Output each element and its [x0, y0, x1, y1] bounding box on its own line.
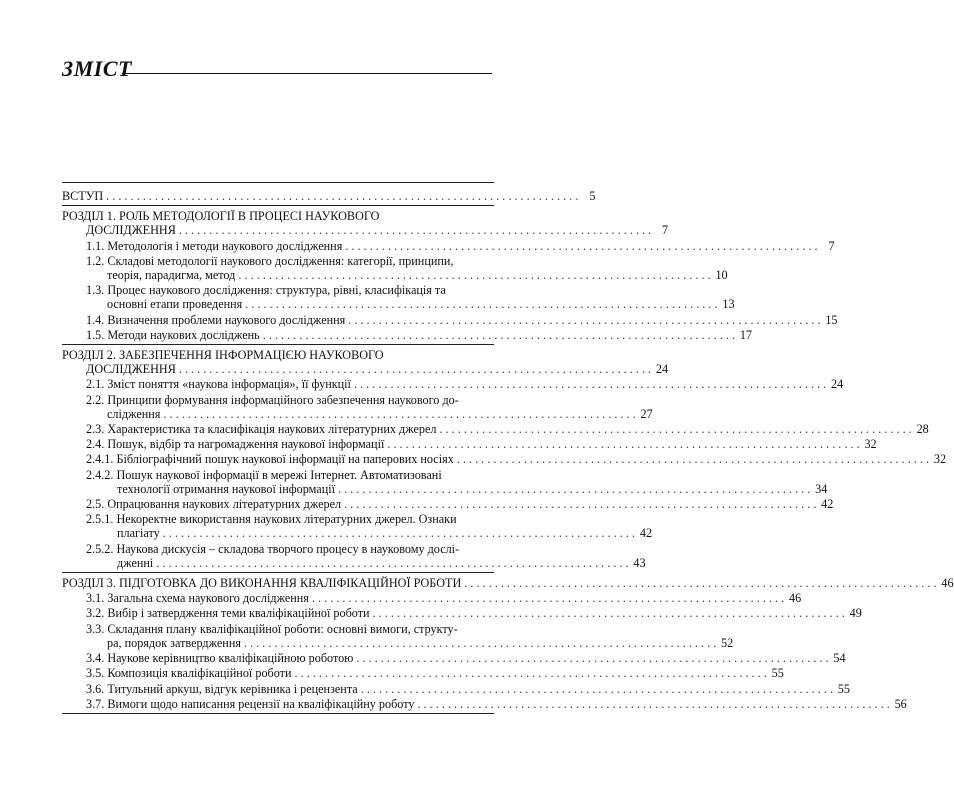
toc-entry[interactable]	[62, 327, 753, 342]
dot-leader	[457, 452, 929, 466]
toc-entry-text: РОЗДІЛ 3. ПІДГОТОВКА ДО ВИКОНАННЯ КВАЛІФІКАЦІЙНОЇ РОБОТИ	[62, 576, 462, 591]
toc-page-number: 24	[831, 377, 844, 392]
toc-entry-text: слідження	[107, 406, 161, 421]
toc-entry-text: РОЗДІЛ 2. ЗАБЕЗПЕЧЕННЯ ІНФОРМАЦІЄЮ НАУКОВОГО	[62, 348, 384, 363]
dot-leader	[439, 422, 911, 436]
toc-entry-text: 2.5.2. Наукова дискусія – складова творчого процесу в науковому дослі-	[86, 541, 460, 556]
dot-leader	[354, 377, 826, 391]
toc-section	[62, 576, 954, 714]
toc-entry-text: 2.4. Пошук, відбір та нагромадження наукової інформації	[86, 437, 385, 452]
toc-page-number: 15	[825, 312, 838, 327]
toc-page-number: 34	[815, 481, 828, 496]
table-of-contents	[62, 186, 954, 717]
toc-entry-text: основні етапи проведення	[107, 297, 243, 312]
toc-page-number: 27	[640, 406, 653, 421]
page-heading: ЗМІСТ	[62, 56, 132, 81]
toc-entry-text: 3.6. Титульний аркуш, відгук керівника і рецензента	[86, 681, 358, 696]
dot-leader	[312, 591, 784, 605]
toc-entry[interactable]	[62, 576, 954, 591]
toc-entry[interactable]	[62, 606, 862, 621]
toc-entry[interactable]	[62, 312, 838, 327]
toc-page-number: 17	[739, 327, 753, 342]
toc-page-number: 49	[849, 606, 862, 621]
toc-entry[interactable]	[62, 348, 669, 377]
toc-entry[interactable]	[62, 651, 846, 666]
toc-page-number: 32	[864, 437, 877, 452]
toc-entry[interactable]	[62, 512, 653, 541]
toc-section	[62, 348, 947, 573]
dot-leader	[179, 362, 651, 376]
toc-entry[interactable]	[62, 422, 929, 437]
toc-page-number: 32	[933, 452, 947, 467]
toc-entry[interactable]	[62, 377, 844, 392]
dot-leader	[245, 297, 717, 311]
toc-entry-text: 1.4. Визначення проблеми наукового дослідження	[86, 312, 346, 327]
toc-entry-text: 2.5.1. Некоректне використання наукових літературних джерел. Ознаки	[86, 512, 457, 527]
dot-leader	[163, 526, 635, 540]
toc-entry-text: 3.2. Вибір і затвердження теми кваліфікаційної роботи	[86, 606, 370, 621]
toc-entry-text: 1.2. Складові методології наукового дослідження: категорії, принципи,	[86, 253, 454, 268]
dot-leader	[238, 268, 710, 282]
toc-entry[interactable]	[62, 497, 834, 512]
toc-entry-text: 1.5. Методи наукових досліджень	[86, 327, 260, 342]
toc-page-number: 7	[662, 223, 669, 238]
toc-entry[interactable]	[62, 591, 802, 606]
toc-top-rule	[62, 182, 494, 183]
toc-section	[62, 209, 838, 345]
toc-page-number: 43	[633, 555, 646, 570]
toc-entry-text: 3.4. Наукове керівництво кваліфікаційною роботою	[86, 651, 354, 666]
toc-entry-text: 2.4.1. Бібліографічний пошук наукової інформації на паперових носіях	[86, 452, 454, 467]
dot-leader	[417, 697, 889, 711]
toc-entry-text: 2.1. Зміст поняття «наукова інформація», її функції	[86, 377, 351, 392]
toc-entry[interactable]	[62, 253, 728, 283]
toc-page-number: 52	[721, 635, 734, 650]
toc-entry-text: технології отримання наукової інформації	[117, 481, 336, 496]
toc-entry[interactable]	[62, 467, 828, 496]
dot-leader	[464, 576, 936, 590]
dot-leader	[163, 407, 635, 421]
dot-leader	[348, 313, 820, 327]
toc-entry[interactable]	[62, 283, 735, 312]
dot-leader	[295, 666, 767, 680]
toc-entry[interactable]	[62, 541, 646, 570]
toc-page-number: 56	[894, 696, 907, 711]
dot-leader	[244, 636, 716, 650]
toc-page-number: 28	[916, 422, 929, 437]
toc-entry-text: 3.7. Вимоги щодо написання рецензії на кваліфікаційну роботу	[86, 696, 415, 711]
toc-entry[interactable]	[62, 621, 734, 650]
toc-page-number: 42	[639, 526, 653, 541]
toc-entry-text: ДОСЛІДЖЕННЯ	[86, 223, 176, 238]
toc-page-number: 5	[589, 189, 596, 203]
dot-leader	[344, 497, 816, 511]
toc-entry-text: ВСТУП	[62, 189, 104, 203]
toc-page-number: 10	[715, 268, 728, 283]
toc-entry[interactable]	[62, 696, 907, 711]
toc-entry-text: дженні	[117, 555, 154, 570]
toc-entry-text: РОЗДІЛ 1. РОЛЬ МЕТОДОЛОГІЇ В ПРОЦЕСІ НАУКОВОГО	[62, 209, 380, 224]
toc-entry-text: 3.1. Загальна схема наукового дослідження	[86, 591, 309, 606]
toc-entry-text: 2.4.2. Пошук наукової інформації в мережі Інтернет. Автоматизовані	[86, 467, 442, 482]
toc-entry[interactable]	[62, 437, 877, 452]
toc-entry-text: 3.5. Композиція кваліфікаційної роботи	[86, 666, 292, 681]
toc-page-number: 46	[789, 591, 802, 606]
toc-entry[interactable]	[62, 392, 653, 421]
toc-entry-text: 2.3. Характеристика та класифікація наукових літературних джерел	[86, 422, 437, 437]
dot-leader	[106, 189, 578, 203]
dot-leader	[373, 606, 845, 620]
toc-entry-text: ра, порядок затвердження	[107, 635, 241, 650]
dot-leader	[263, 328, 735, 342]
toc-entry[interactable]	[62, 238, 835, 253]
heading-rule	[122, 73, 492, 74]
toc-page-number: 54	[833, 651, 846, 666]
dot-leader	[387, 437, 859, 451]
toc-section	[62, 189, 596, 206]
toc-page-number: 55	[771, 666, 784, 681]
toc-page-number: 42	[821, 497, 834, 512]
toc-entry-text: 2.5. Опрацювання наукових літературних джерел	[86, 497, 342, 512]
toc-page-number: 13	[722, 297, 735, 312]
toc-page-number: 55	[837, 681, 850, 696]
toc-entry[interactable]	[62, 209, 669, 238]
dot-leader	[356, 651, 828, 665]
toc-entry-text: 1.3. Процес наукового дослідження: структура, рівні, класифікація та	[86, 283, 446, 298]
toc-entry-text: 3.3. Складання плану кваліфікаційної роботи: основні вимоги, структу-	[86, 621, 458, 636]
dot-leader	[179, 223, 651, 237]
dot-leader	[156, 556, 628, 570]
toc-entry[interactable]	[62, 681, 850, 696]
dot-leader	[345, 239, 817, 253]
toc-entry-text: теорія, парадигма, метод	[107, 268, 236, 283]
dot-leader	[338, 482, 810, 496]
toc-page-number: 46	[941, 576, 954, 591]
toc-entry[interactable]	[62, 666, 784, 681]
toc-entry[interactable]	[62, 189, 596, 203]
toc-entry-text: плагіату	[117, 526, 160, 541]
toc-entry-text: ДОСЛІДЖЕННЯ	[86, 362, 176, 377]
dot-leader	[361, 682, 833, 696]
toc-entry[interactable]	[62, 452, 947, 467]
toc-page-number: 7	[828, 238, 835, 253]
toc-page-number: 24	[655, 362, 669, 377]
toc-entry-text: 2.2. Принципи формування інформаційного забезпечення наукового до-	[86, 392, 459, 407]
toc-entry-text: 1.1. Методологія і методи наукового дослідження	[86, 238, 343, 253]
